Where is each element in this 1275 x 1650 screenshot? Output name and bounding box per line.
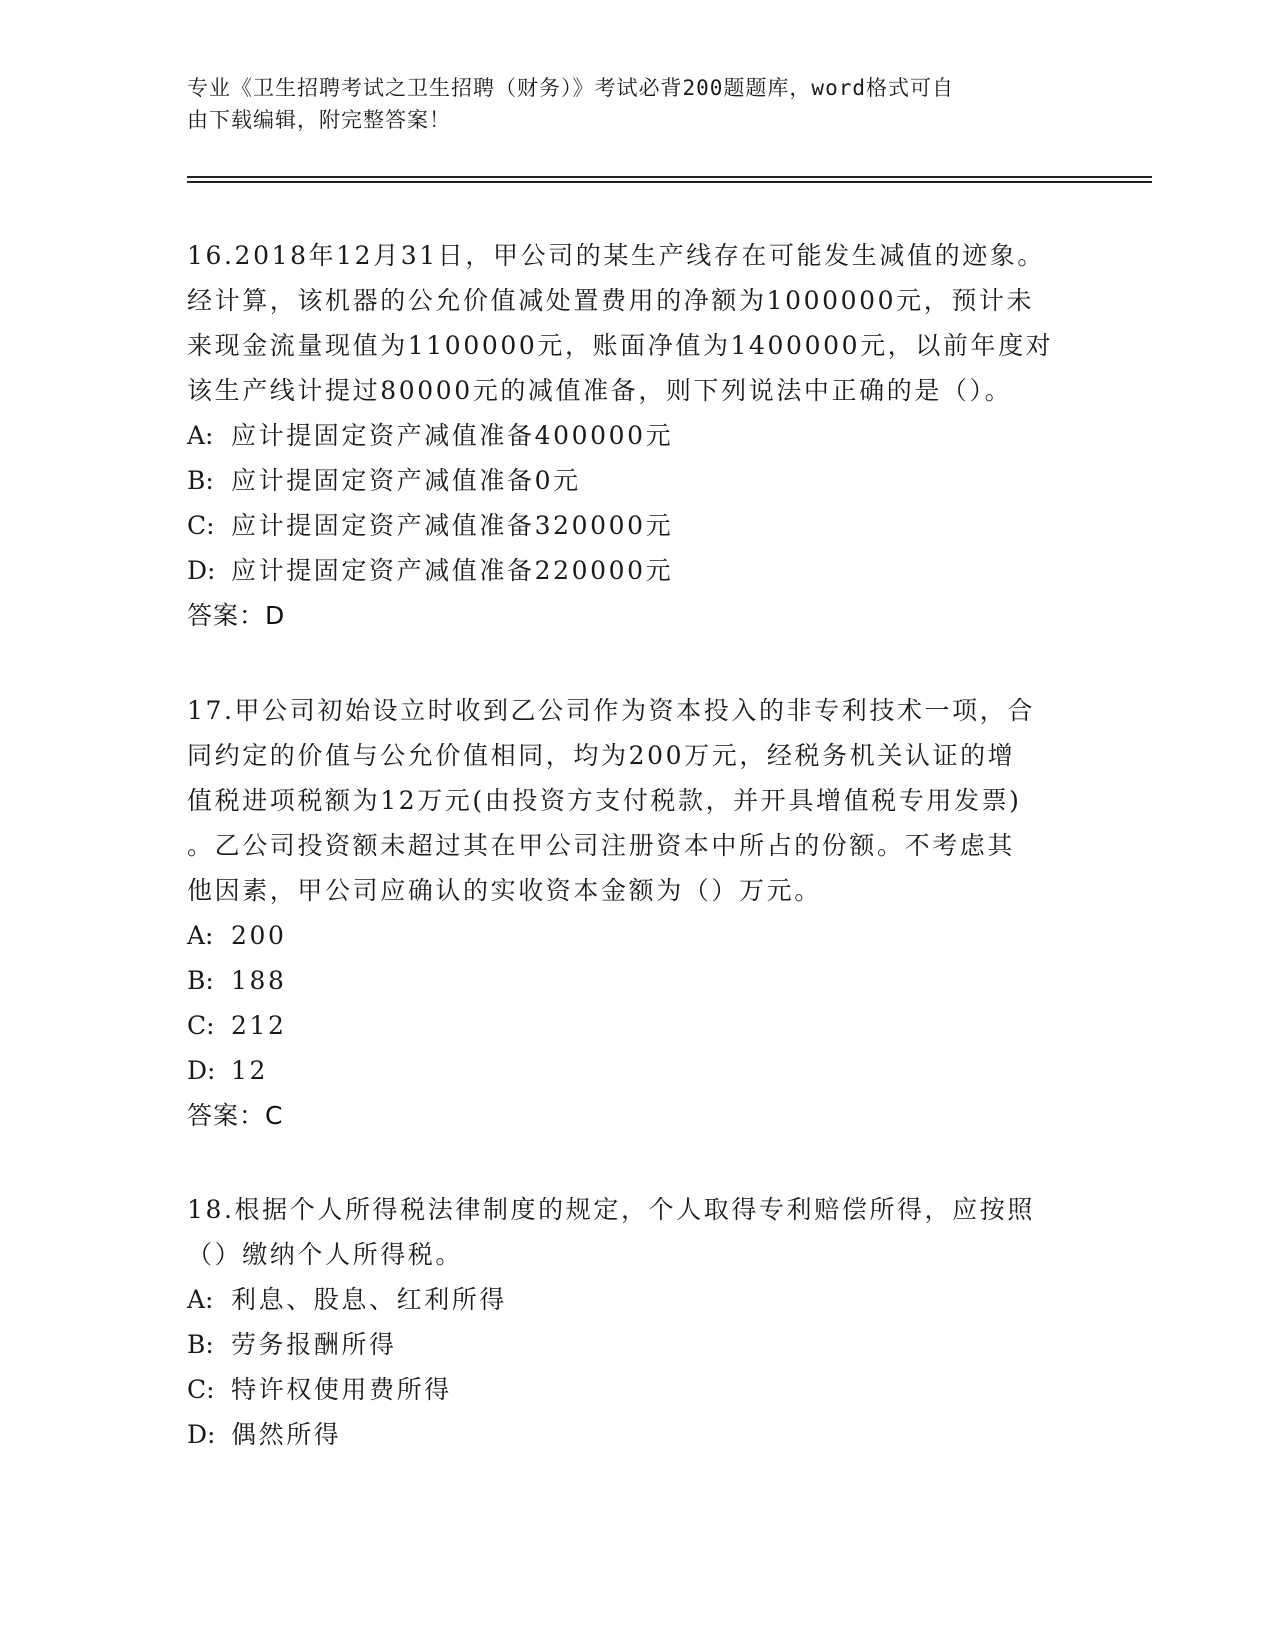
question-stem-line: 他因素，甲公司应确认的实收资本金额为（）万元。 [187, 876, 822, 905]
question-stem-line: 该生产线计提过80000元的减值准备，则下列说法中正确的是（）。 [187, 376, 1013, 405]
option-text: 偶然所得 [231, 1420, 342, 1449]
option-text: 特许权使用费所得 [231, 1375, 452, 1404]
question-stem-line: 17.甲公司初始设立时收到乙公司作为资本投入的非专利技术一项，合 [187, 696, 1035, 725]
answer-line: 答案：C [187, 1101, 284, 1130]
option-text: 应计提固定资产减值准备320000元 [231, 511, 674, 540]
option-text: 212 [231, 1011, 287, 1040]
option-key: A: [187, 421, 214, 450]
option-d [187, 548, 1077, 593]
option-key: B: [187, 966, 214, 995]
option-a [187, 1277, 1077, 1322]
option-a [187, 413, 1077, 458]
option-text: 200 [231, 921, 287, 950]
option-c [187, 503, 1077, 548]
question-stem-line: 。乙公司投资额未超过其在甲公司注册资本中所占的份额。不考虑其 [187, 831, 1016, 860]
option-text: 劳务报酬所得 [231, 1330, 397, 1359]
option-c [187, 1003, 1077, 1048]
question-stem-line: 18.根据个人所得税法律制度的规定，个人取得专利赔偿所得，应按照 [187, 1195, 1035, 1224]
question-16 [187, 233, 1077, 638]
option-text: 188 [231, 966, 287, 995]
header-divider-top [187, 176, 1152, 178]
option-text: 应计提固定资产减值准备400000元 [231, 421, 674, 450]
option-a [187, 913, 1077, 958]
option-key: A: [187, 1285, 214, 1314]
question-stem-line: （）缴纳个人所得税。 [187, 1240, 464, 1269]
question-stem-line: 经计算，该机器的公允价值减处置费用的净额为1000000元，预计未 [187, 286, 1035, 315]
option-d [187, 1412, 1077, 1457]
question-stem-line: 值税进项税额为12万元(由投资方支付税款，并开具增值税专用发票) [187, 786, 1022, 815]
answer-line: 答案：D [187, 601, 286, 630]
question-stem-line: 同约定的价值与公允价值相同，均为200万元，经税务机关认证的增 [187, 741, 1016, 770]
header-line-2: 由下载编辑，附完整答案！ [187, 108, 451, 132]
question-stem-line: 16.2018年12月31日，甲公司的某生产线存在可能发生减值的迹象。 [187, 241, 1046, 270]
option-b [187, 1322, 1077, 1367]
document-header [187, 72, 1067, 136]
header-divider-bottom [187, 181, 1152, 183]
option-b [187, 958, 1077, 1003]
question-stem-line: 来现金流量现值为1100000元，账面净值为1400000元，以前年度对 [187, 331, 1054, 360]
option-key: B: [187, 466, 214, 495]
option-key: B: [187, 1330, 214, 1359]
option-key: C: [187, 511, 215, 540]
header-line-1: 专业《卫生招聘考试之卫生招聘（财务）》考试必背200题题库，word格式可自 [187, 76, 954, 100]
option-b [187, 458, 1077, 503]
option-c [187, 1367, 1077, 1412]
option-key: D: [187, 1420, 216, 1449]
option-text: 12 [231, 1056, 269, 1085]
question-18 [187, 1187, 1077, 1457]
option-key: A: [187, 921, 214, 950]
option-key: D: [187, 1056, 216, 1085]
option-text: 利息、股息、红利所得 [231, 1285, 508, 1314]
option-key: C: [187, 1375, 215, 1404]
question-17 [187, 688, 1077, 1138]
option-text: 应计提固定资产减值准备0元 [231, 466, 581, 495]
option-d [187, 1048, 1077, 1093]
option-key: C: [187, 1011, 215, 1040]
option-key: D: [187, 556, 216, 585]
option-text: 应计提固定资产减值准备220000元 [231, 556, 674, 585]
